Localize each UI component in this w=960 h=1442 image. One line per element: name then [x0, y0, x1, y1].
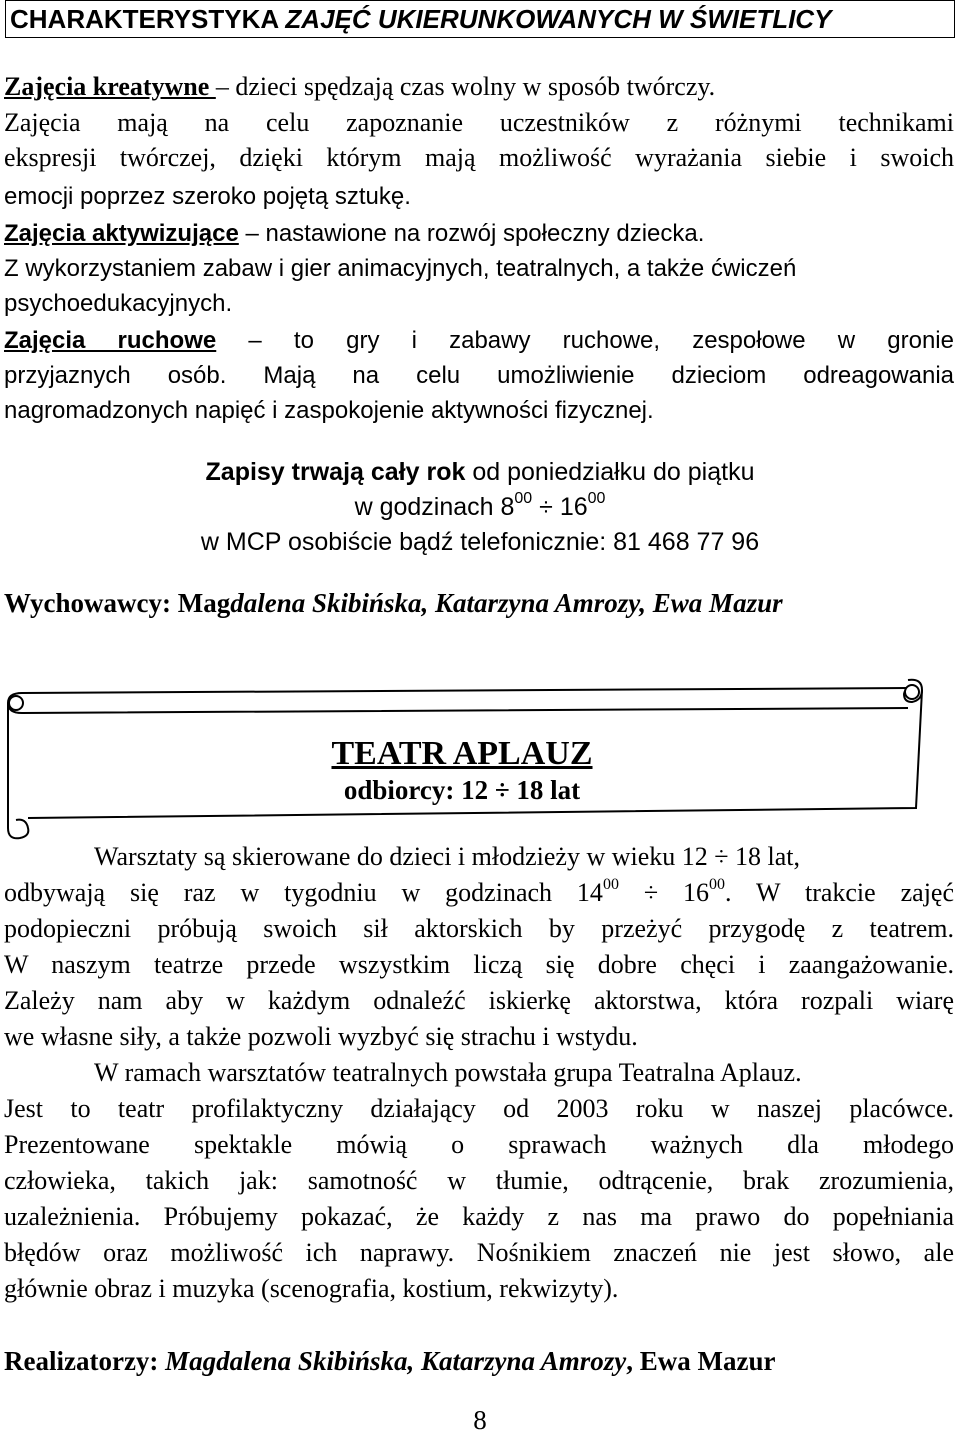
theatre-para2-line-5: uzależnienia. Próbujemy pokazać, że każdy z nas ma prawo do popełniania: [4, 1202, 954, 1231]
banner-subtitle: odbiorcy: 12 ÷ 18 lat: [343, 775, 581, 805]
realizers-line: Realizatorzy: Magdalena Skibińska, Katarzyna Amrozy, Ewa Mazur: [4, 1346, 776, 1376]
theatre-para2-line-7: głównie obraz i muzyka (scenografia, kostium, rekwizyty).: [4, 1274, 619, 1303]
aktywizujace-line-1: Zajęcia aktywizujące – nastawione na rozwój społeczny dziecka.: [4, 220, 705, 247]
enrollment-contact: w MCP osobiście bądź telefonicznie: 81 468 77 96: [200, 528, 760, 556]
banner-title: TEATR APLAUZ: [331, 735, 593, 772]
kreatywne-line-4: emocji poprzez szeroko pojętą sztukę.: [4, 183, 411, 210]
theatre-line-6: we własne siły, a także pozwoli wyzbyć się strachu i wstydu.: [4, 1022, 638, 1051]
theatre-para2-line-4: człowieka, takich jak: samotność w tłumie, odtrącenie, brak zrozumienia,: [4, 1166, 954, 1195]
ruchowe-line-1: Zajęcia ruchowe – to gry i zabawy ruchowe, zespołowe w gronie: [4, 327, 954, 354]
enrollment-hours: w godzinach $8^{00} \div 16^{00}$: [354, 490, 606, 521]
theatre-line-5: Zależy nam aby w każdym odnaleźć iskierkę aktorstwa, która rozpali wiarę: [4, 986, 954, 1015]
kreatywne-label: Zajęcia kreatywne: [4, 72, 216, 101]
page-header: [5, 0, 955, 38]
educators-line: Wychowawcy: Magdalena Skibińska, Katarzyna Amrozy, Ewa Mazur: [4, 588, 783, 618]
theatre-para2-line-3: Prezentowane spektakle mówią o sprawach ważnych dla młodego: [4, 1130, 954, 1159]
theatre-line-2: odbywają się raz w tygodniu w godzinach $14^{00} \div 16^{00}$. W trakcie zajęć: [4, 876, 954, 907]
aktywizujace-line-2: Z wykorzystaniem zabaw i gier animacyjnych, teatralnych, a także ćwiczeń: [4, 255, 797, 282]
educators-names: dalena Skibińska, Katarzyna Amrozy, Ewa Mazur: [230, 588, 783, 618]
theatre-line-1: Warsztaty są skierowane do dzieci i młodzieży w wieku 12 ÷ 18 lat,: [94, 842, 801, 871]
educators-label: Wychowawcy:: [4, 588, 178, 618]
kreatywne-line-3: ekspresji twórczej, dzięki którym mają możliwość wyrażania siebie i swoich: [4, 143, 954, 172]
theatre-para2-line-1: W ramach warsztatów teatralnych powstała grupa Teatralna Aplauz.: [94, 1058, 802, 1087]
aktywizujace-line-3: psychoedukacyjnych.: [4, 290, 233, 317]
theatre-para2-line-6: błędów oraz możliwość ich naprawy. Nośnikiem znaczeń nie jest słowo, ale: [4, 1238, 954, 1267]
page-number: 8: [473, 1405, 487, 1435]
kreatywne-line-1: Zajęcia kreatywne – dzieci spędzają czas wolny w sposób twórczy.: [4, 72, 716, 101]
enrollment-bold: Zapisy trwają cały rok: [205, 458, 466, 486]
realizers-names: Magdalena Skibińska, Katarzyna Amrozy: [165, 1346, 627, 1376]
enrollment-line: Zapisy trwają cały rok od poniedziałku do piątku: [205, 458, 755, 486]
header-title-italic: ZAJĘĆ UKIERUNKOWANYCH W ŚWIETLICY: [285, 4, 832, 34]
ruchowe-label: Zajęcia ruchowe: [4, 327, 217, 354]
theatre-line-4: W naszym teatrze przede wszystkim liczą się dobre chęci i zaangażowanie.: [4, 950, 954, 979]
theatre-line-3: podopieczni próbują swoich sił aktorskich by przeżyć przygodę z teatrem.: [4, 914, 954, 943]
theatre-para2-line-2: Jest to teatr profilaktyczny działający od 2003 roku w naszej placówce.: [4, 1094, 954, 1123]
kreatywne-line-2: Zajęcia mają na celu zapoznanie uczestników z różnymi technikami: [4, 108, 954, 137]
ruchowe-line-2: przyjaznych osób. Mają na celu umożliwienie dzieciom odreagowania: [4, 362, 954, 389]
aktywizujace-label: Zajęcia aktywizujące: [4, 220, 239, 247]
header-title: CHARAKTERYSTYKA: [10, 4, 286, 34]
realizers-label: Realizatorzy:: [4, 1346, 166, 1376]
ruchowe-line-3: nagromadzonych napięć i zaspokojenie aktywności fizycznej.: [4, 397, 654, 424]
